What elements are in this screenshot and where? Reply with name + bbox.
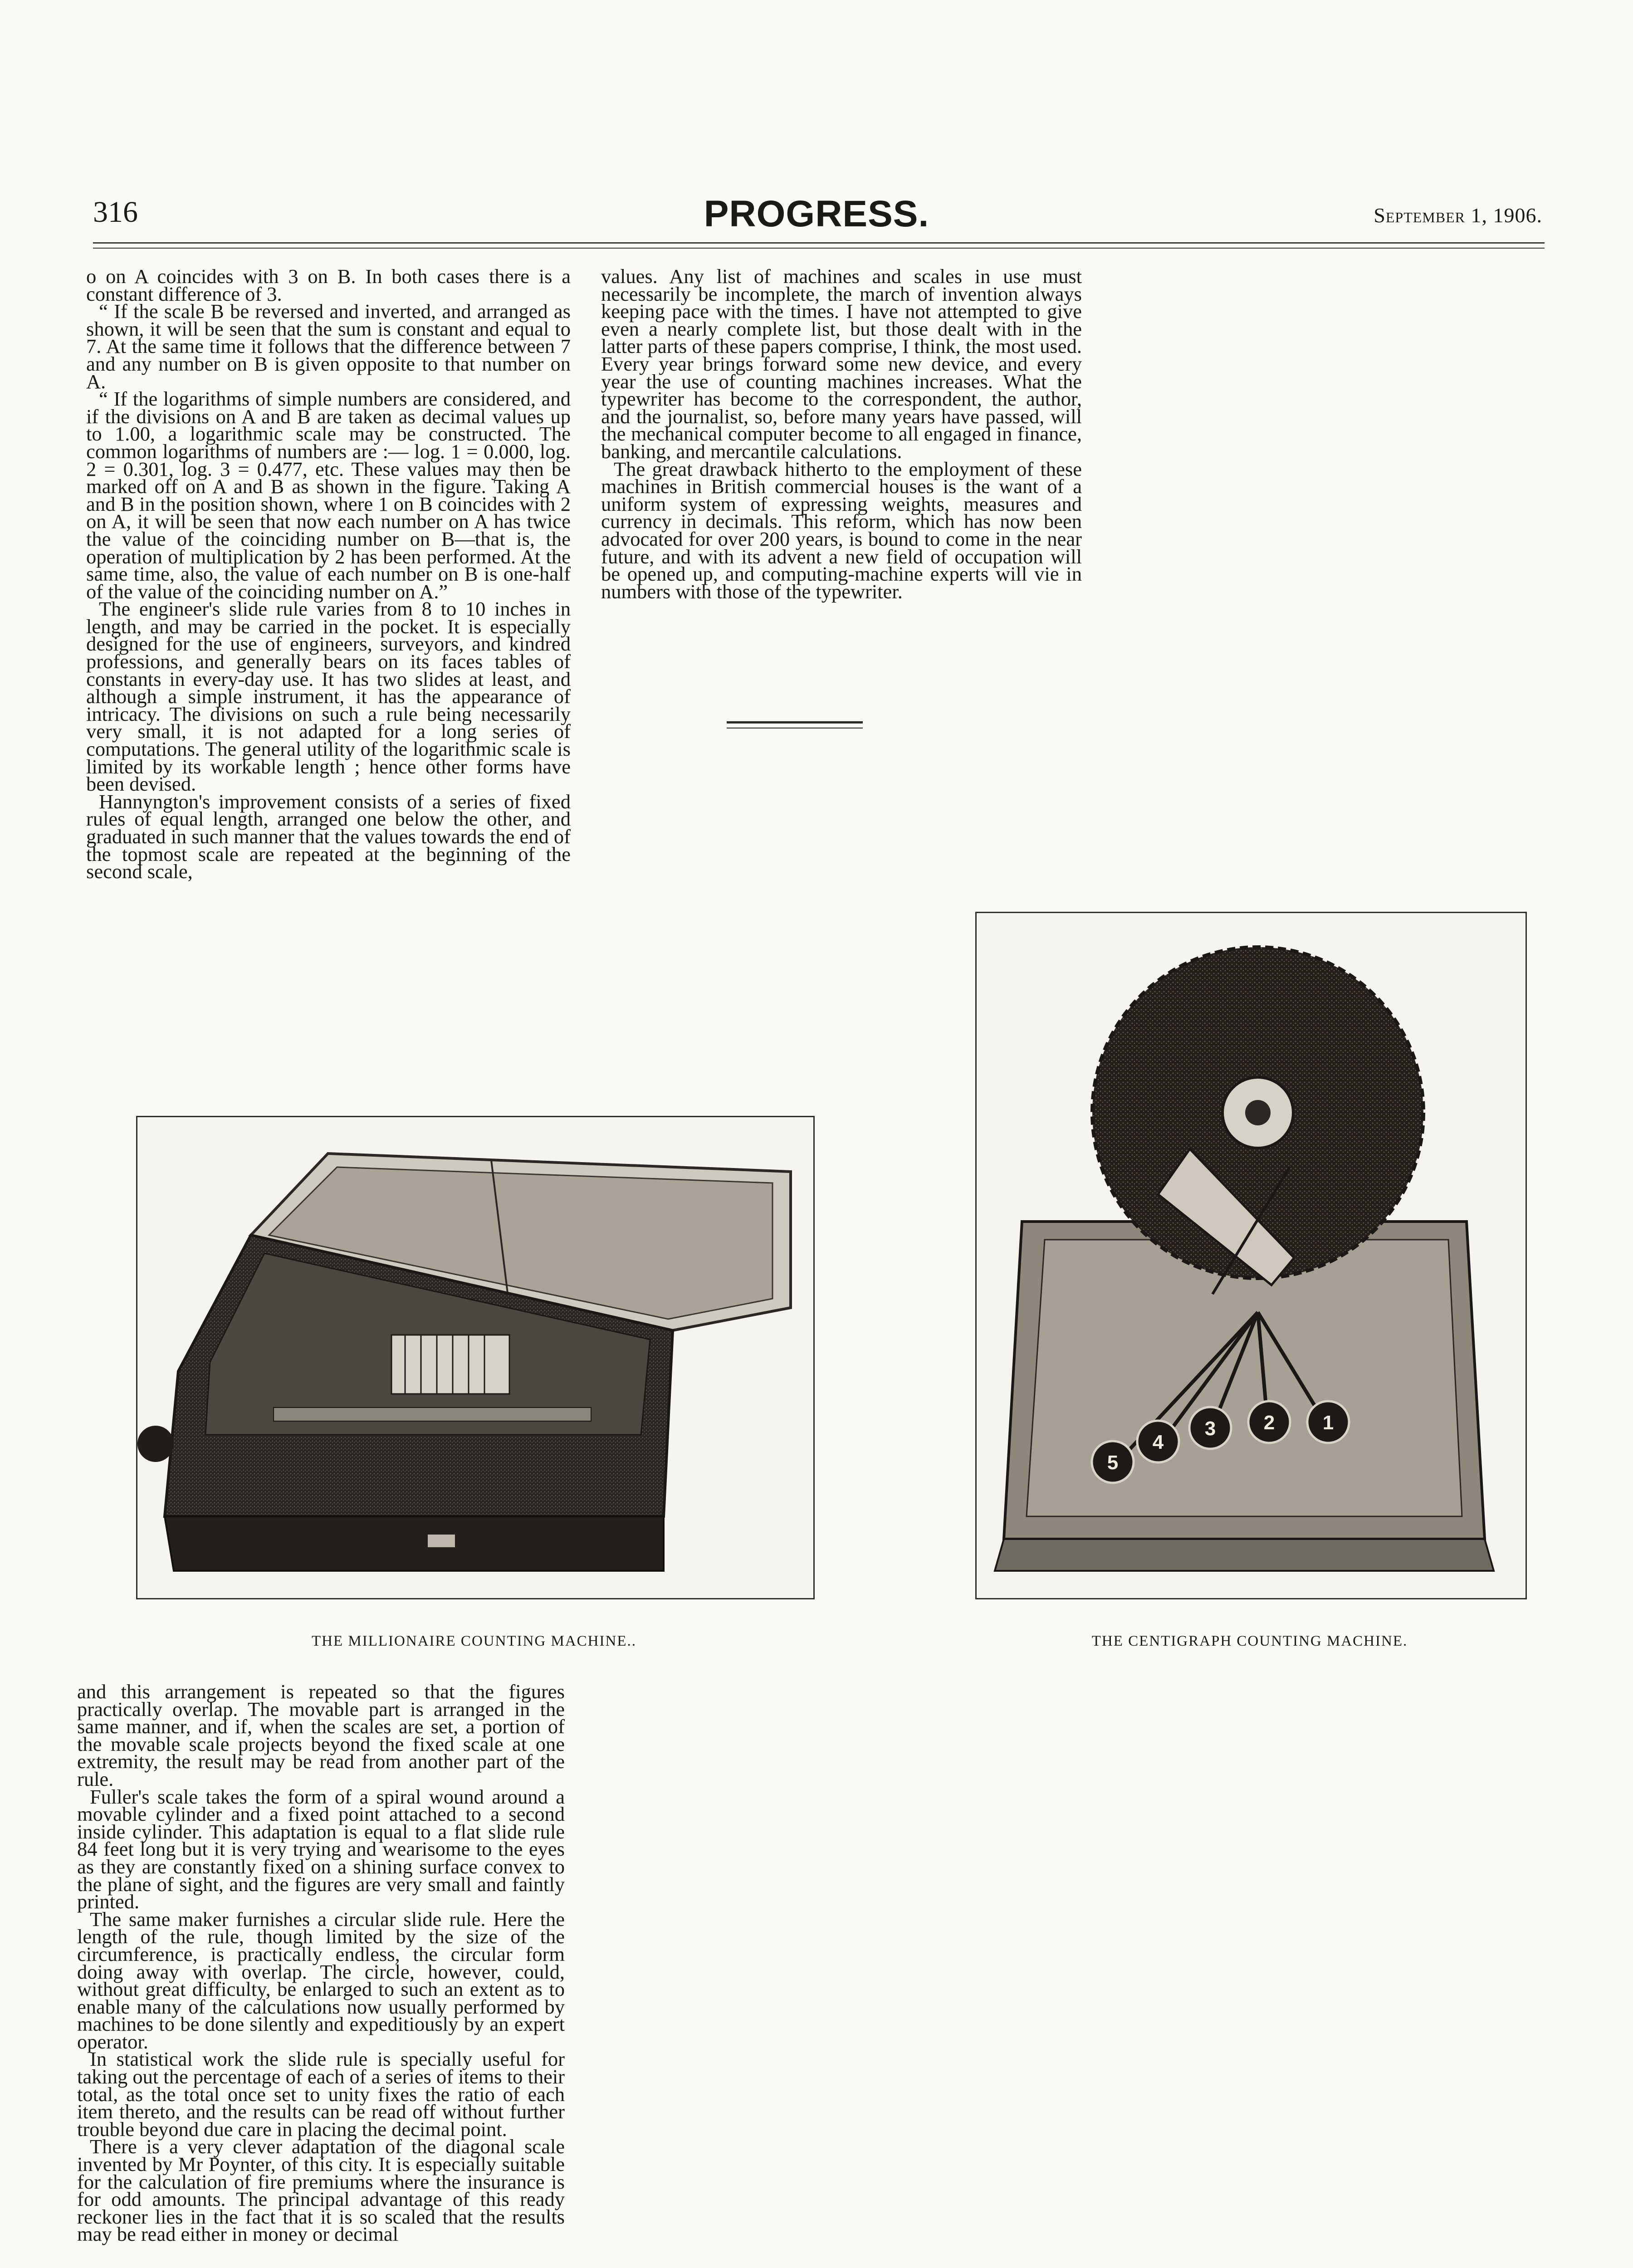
column-right-top (601, 265, 1082, 603)
issue-date: September 1, 1906. (1374, 204, 1542, 227)
paragraph: Hannyngton's improvement consists of a series of fixed rules of equal length, arranged one below the other, and graduated in such manner that the values towards the end of the topmost scale are repeated at the beginning of the second scale, (86, 790, 571, 883)
page-number: 316 (93, 196, 138, 229)
masthead-title: PROGRESS. (704, 193, 929, 235)
paragraph: values. Any list of machines and scales in use must necessarily be incomplete, the march of invention always keeping pace with the times. I have not attempted to give even a nearly complete list, but those dealt with in the latter parts of these papers comprise, I think, the most used. Every year brings forward some new device, and every year the use of counting machines increases. What the typewriter has become to the correspondent, the author, and the journalist, so, before many years have passed, will the mechanical computer become to all engaged in finance, banking, and mercantile calculations. (601, 265, 1082, 463)
header-rule-bottom (93, 248, 1545, 249)
millionaire-machine-figure (136, 1116, 815, 1599)
paragraph: The same maker furnishes a circular slide rule. Here the length of the rule, though limited by the size of the circumference, is practically endless, the circular form doing away with overlap. The circle, however, could, without great difficulty, be enlarged to such an extent as to enable many of the calculations now usually performed by machines to be done silently and expeditiously by an expert operator. (77, 1907, 565, 2053)
paragraph: “ If the logarithms of simple numbers are considered, and if the divisions on A and B are taken as decimal values up to 1.00, a logarithmic scale may be constructed. The common logarithms of numbers are :— log. 1 = 0.000, log. 2 = 0.301, log. 3 = 0.477, etc. These values may then be marked off on A and B as shown in the figure. Taking A and B in the position shown, where 1 on B coincides with 2 on A, it will be seen that now each number on A has twice the value of the coinciding number on B—that is, the operation of multiplication by 2 has been performed. At the same time, also, the value of each number on B is one-half of the value of the coinciding number on A.” (86, 387, 571, 603)
paragraph: “ If the scale B be reversed and inverted, and arranged as shown, it will be seen that the sum is constant and equal to 7. At the same time it follows that the difference between 7 and any number on B is given opposite to that number on A. (86, 300, 571, 393)
paragraph: There is a very clever adaptation of the diagonal scale invented by Mr Poynter, of this city. It is especially suitable for the calculation of fire premiums where the insurance is for odd amounts. The principal advantage of this ready reckoner lies in the fact that it is so scaled that the results may be read either in money or decimal (77, 2135, 565, 2246)
paragraph: In statistical work the slide rule is specially useful for taking out the percentage of each of a series of items to their total, as the total once set to unity fixes the ratio of each item thereto, and the results can be read off without further trouble beyond due care in placing the decimal point. (77, 2048, 565, 2141)
millionaire-machine-illustration (137, 1117, 813, 1598)
paragraph: The engineer's slide rule varies from 8 to 10 inches in length, and may be carried in the pocket. It is especially designed for the use of engineers, surveyors, and kindred professions, and generally bears on its faces tables of constants in every-day use. It has two slides at least, and although a simple instrument, it has the appearance of intricacy. The divisions on such a rule being necessarily very small, it is not adapted for a long series of computations. The general utility of the logarithmic scale is limited by its workable length ; hence other forms have been devised. (86, 597, 571, 796)
paragraph: and this arrangement is repeated so that the figures practically overlap. The movable part is arranged in the same manner, and if, when the scales are set, a portion of the movable scale projects beyond the fixed scale at one extremity, the result may be read from another part of the rule. (77, 1680, 565, 1790)
end-ornament-rule (727, 721, 863, 723)
header-rule-top (93, 242, 1545, 244)
key-label: 5 (1107, 1452, 1119, 1474)
column-left-top (86, 265, 571, 883)
paragraph: The great drawback hitherto to the employment of these machines in British commercial houses is the want of a uniform system of expressing weights, measures and currency in decimals. This reform, which has now been advocated for over 200 years, is bound to come in the near future, and with its advent a new field of occupation will be opened up, and computing-machine experts will vie in numbers with those of the typewriter. (601, 457, 1082, 603)
key-label: 4 (1152, 1431, 1164, 1453)
centigraph-machine-illustration (977, 913, 1525, 1598)
paragraph: o on A coincides with 3 on B. In both cases there is a constant difference of 3. (86, 265, 571, 305)
centigraph-machine-figure (975, 912, 1527, 1599)
key-label: 1 (1322, 1412, 1334, 1434)
column-left-bottom (77, 1680, 565, 2246)
paragraph: Fuller's scale takes the form of a spiral wound around a movable cylinder and a fixed point attached to a second inside cylinder. This adaptation is equal to a flat slide rule 84 feet long but it is very trying and wearisome to the eyes as they are constantly fixed on a shining surface convex to the plane of sight, and the figures are very small and faintly printed. (77, 1785, 565, 1913)
key-label: 3 (1204, 1418, 1216, 1440)
key-label: 2 (1263, 1412, 1275, 1434)
centigraph-caption: THE CENTIGRAPH COUNTING MACHINE. (1091, 1633, 1408, 1649)
millionaire-caption: THE MILLIONAIRE COUNTING MACHINE.. (312, 1633, 636, 1649)
